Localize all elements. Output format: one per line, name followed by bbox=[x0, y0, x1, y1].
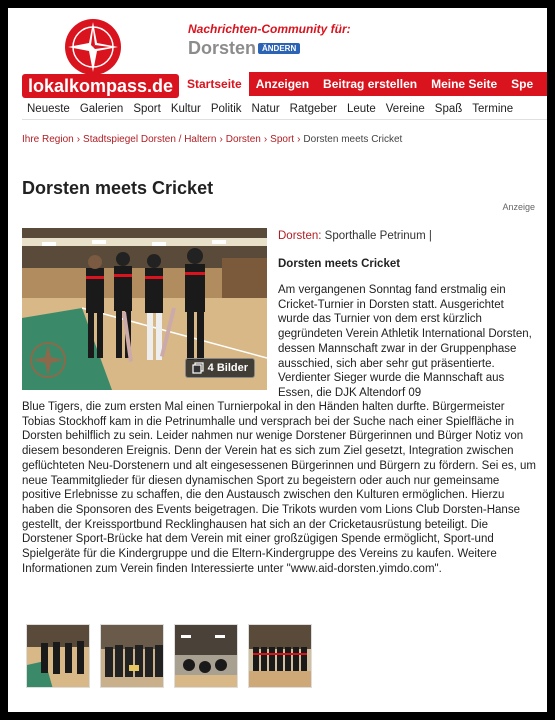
breadcrumb-separator-icon: › bbox=[263, 134, 268, 145]
article-body-top: Am vergangenen Sonntag fand erstmalig ein Cricket-Turnier in Dorsten statt. Ausgerichtet wurde das Turnier von dem erst kürzlich gegründeten Verein Athletik International Dorsten, dessen Mannschaft zwar in der Gruppenphase ausschied, sich aber sehr gut präsentierte. Verdienter Sieger wurde die Mannschaft aus Essen, die DJK Altendorf 09 bbox=[278, 284, 532, 399]
main-nav-item[interactable]: Startseite bbox=[180, 72, 249, 96]
category-nav-item[interactable]: Sport bbox=[133, 103, 161, 115]
site-logo-text[interactable]: lokalkompass.de bbox=[22, 74, 179, 98]
article-location bbox=[278, 230, 432, 242]
community-tagline: Nachrichten-Community für: bbox=[188, 22, 351, 36]
gallery-stack-icon bbox=[192, 362, 204, 374]
breadcrumb-link[interactable]: Stadtspiegel Dorsten / Haltern bbox=[83, 134, 217, 145]
gallery-thumbnail[interactable] bbox=[174, 624, 238, 688]
main-nav-item[interactable]: Spe bbox=[511, 77, 534, 91]
gallery-thumbnail[interactable] bbox=[100, 624, 164, 688]
breadcrumb-separator-icon: › bbox=[219, 134, 223, 145]
article-main-photo[interactable] bbox=[22, 228, 267, 390]
breadcrumb-current: Dorsten meets Cricket bbox=[303, 134, 403, 145]
gallery-count-button[interactable] bbox=[185, 358, 255, 378]
breadcrumb-link[interactable]: Sport bbox=[270, 134, 295, 145]
breadcrumb-link[interactable]: Dorsten bbox=[225, 134, 261, 145]
gallery-thumbnails bbox=[26, 624, 312, 688]
category-nav-item[interactable]: Galerien bbox=[79, 103, 124, 115]
main-nav-item[interactable]: Anzeigen bbox=[255, 77, 310, 91]
breadcrumb-link[interactable]: Ihre Region bbox=[22, 134, 74, 145]
category-nav-item[interactable]: Leute bbox=[346, 103, 376, 115]
category-nav-item[interactable]: Natur bbox=[251, 103, 280, 115]
gallery-count-label: 4 Bilder bbox=[207, 362, 248, 374]
current-city: Dorsten bbox=[188, 38, 257, 58]
breadcrumb bbox=[22, 134, 402, 145]
location-venue: Sporthalle Petrinum | bbox=[321, 230, 432, 242]
category-nav-item[interactable]: Neueste bbox=[27, 103, 70, 115]
main-navigation bbox=[180, 72, 547, 96]
breadcrumb-separator-icon: › bbox=[297, 134, 301, 145]
change-city-button[interactable]: ÄNDERN bbox=[258, 43, 300, 54]
gallery-thumbnail[interactable] bbox=[248, 624, 312, 688]
category-nav-item[interactable]: Vereine bbox=[385, 103, 425, 115]
category-nav-item[interactable]: Termine bbox=[472, 103, 514, 115]
category-nav-item[interactable]: Ratgeber bbox=[289, 103, 337, 115]
page-frame bbox=[8, 8, 547, 712]
article-body-bottom: Blue Tigers, die zum ersten Mal einen Turnierpokal in den Händen halten durfte. Bürgermeister Tobias Stockhoff kam in die Petrinumhalle und versprach bei der Suche nach einer Spielfläche in Dorsten behilflich zu sein. Leider nahmen nur wenige Dorstener Bürgerinnen und Bürger Notiz von diesem besonderen Ereignis. Denn der Verein hat es sich zum Ziel gesetzt, Integration zwischen geflüchteten Neu-Dorstenern und alt eingesessenen Bürgerinnen und Bürgern zu fördern. Sei es, um neue Teammitglieder für diesen dynamischen Sport zu begeistern oder auch nur gemeinsame positive Erlebnisse zu schaffen, die den Austausch zwischen den Kulturen ermöglichen. Hierzu haben die Sponsoren des Events beigetragen. Die Trikots wurden vom Lions Club Dorsten-Hanse gestellt, der Kreissportbund Recklinghausen hat sich an der Cricketausrüstung beteiligt. Die Dorstener Sport-Brücke hat dem Verein mit einer großzügigen Spende ermöglicht, Sport-und Spielgeräte für die Kindergruppe und die Eltern-Kindergruppe des Vereins zu kaufen. Weitere Informationen zum Verein finden Interessierte unter "www.aid-dorsten.yimdo.com". bbox=[22, 401, 536, 575]
gallery-thumbnail[interactable] bbox=[26, 624, 90, 688]
main-nav-item[interactable]: Beitrag erstellen bbox=[323, 77, 418, 91]
category-nav-item[interactable]: Politik bbox=[210, 103, 242, 115]
ad-label: Anzeige bbox=[502, 202, 535, 212]
category-nav-item[interactable]: Kultur bbox=[170, 103, 201, 115]
category-navigation bbox=[22, 98, 547, 120]
breadcrumb-separator-icon: › bbox=[76, 134, 81, 145]
location-city-link[interactable]: Dorsten: bbox=[278, 230, 322, 242]
compass-logo-icon[interactable] bbox=[64, 18, 122, 76]
article-title: Dorsten meets Cricket bbox=[22, 178, 214, 198]
category-nav-item[interactable]: Spaß bbox=[434, 103, 463, 115]
article-subtitle: Dorsten meets Cricket bbox=[278, 258, 401, 270]
main-nav-item[interactable]: Meine Seite bbox=[431, 77, 498, 91]
